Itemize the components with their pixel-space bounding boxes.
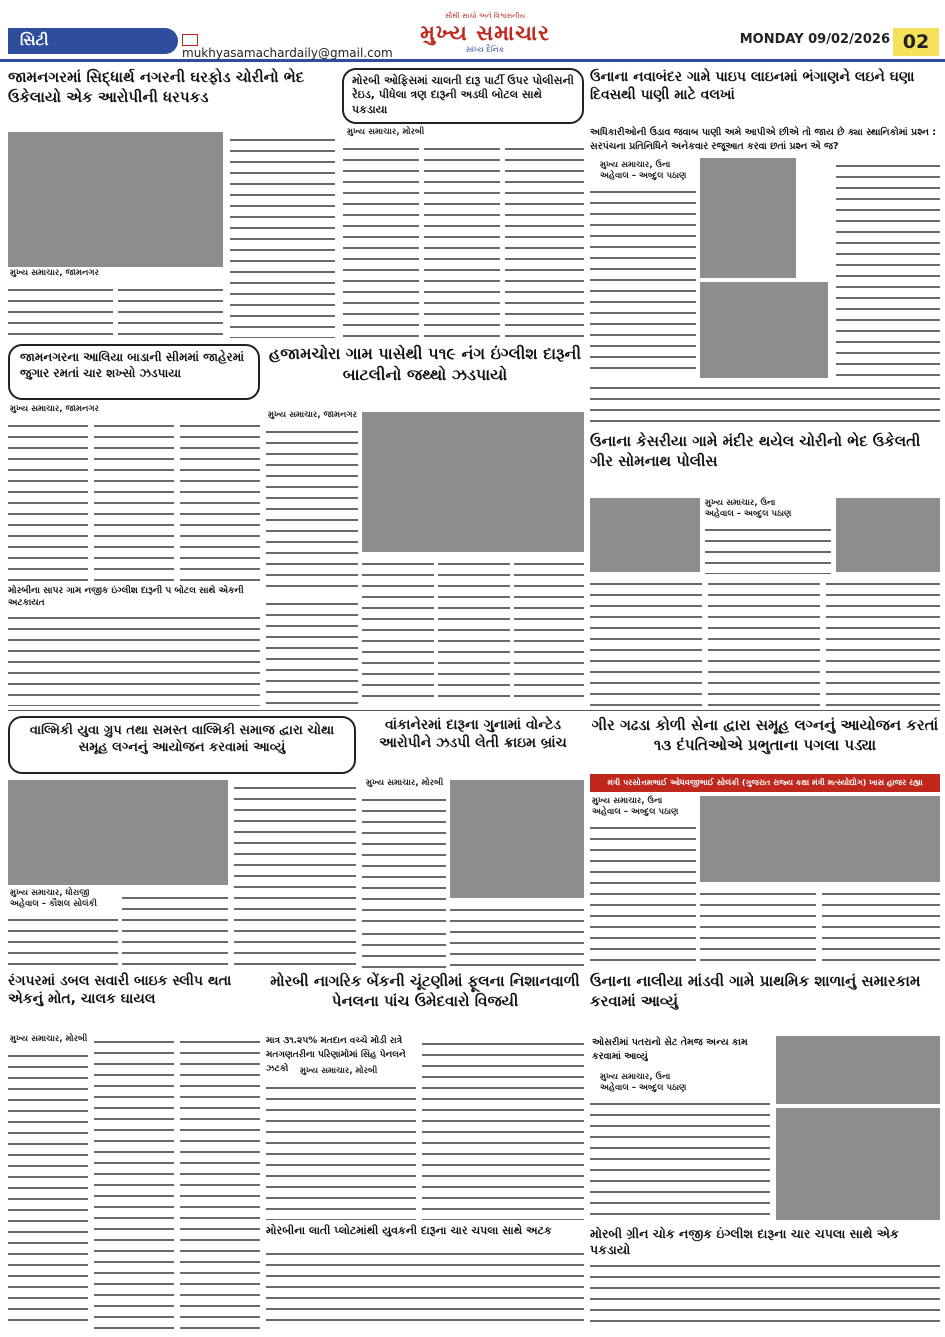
photo-a1 (8, 132, 223, 267)
headline-a14: મોરબીના લાતી પ્લોટમાંથી યુવકની દારૂના ચાર ચપલા સાથે અટક (266, 1224, 552, 1237)
headline-a11: રંગપરમાં ડબલ સવારી બાઇક સ્લીપ થતા એકનું મોત, ચાલક ઘાયલ (8, 973, 232, 1008)
page-number: 02 (893, 28, 939, 56)
body-a6 (8, 610, 260, 706)
headline-a7: ઉનાના કેસરીયા ગામે મંદીર થયેલ ચોરીનો ભેદ ઉકેલતી ગીર સોમનાથ પોલીસ (590, 432, 921, 470)
byline-a2: મુખ્ય સમાચાર, મોરબી (347, 127, 425, 137)
subline-a8: અહેવાલ – કૌશલ સોલંકી (10, 899, 97, 909)
headline-a3: ઉનાના નવાબંદર ગામે પાઇપ લાઇનમાં ભંગાણને લઇને ઘણા દિવસથી પાણી માટે વલખાં (590, 69, 915, 104)
section-tag: સિટી (8, 28, 178, 54)
body-a8-col3 (234, 780, 356, 968)
photo-a8 (8, 780, 228, 885)
body-a2-col1 (343, 141, 419, 338)
subline-a7: અહેવાલ – અબ્દુલ પઠાણ (705, 509, 792, 519)
body-a13-col1 (590, 1096, 770, 1224)
byline-a9: મુખ્ય સમાચાર, મોરબી (366, 778, 444, 788)
headline-a12: મોરબી નાગરિક બેંકની ચૂંટણીમાં ફૂલના નિશાનવાળી પેનલના પાંચ ઉમેદવારો વિજયી (270, 972, 580, 1010)
body-a10-col1 (590, 820, 696, 968)
body-a7-col3 (826, 576, 940, 706)
divider (8, 710, 940, 711)
body-a8-col1 (8, 912, 118, 968)
logo-tagline: સૌથી સાચો અને વિશ્વસનીય (444, 12, 526, 20)
photo-a7-1 (590, 498, 700, 572)
lead-a13: ઓસરીમાં પતરાનો સેટ તેમજ અન્ય કામ કરવામાં આવ્યું (592, 1037, 748, 1062)
body-a7-col2 (708, 576, 820, 706)
body-a5-col3 (438, 556, 510, 706)
body-a1-col2 (118, 282, 223, 338)
highlight-strip-a10: મંત્રી પરસોત્તમભાઈ ઓધવજીભાઈ સોલંકી (ગુજરાત રાજ્ય કક્ષા મંત્રી મત્સ્યોદ્યોગ) ખાસ હાજર રહ્યા (590, 774, 940, 792)
body-a9-col3 (450, 902, 584, 968)
headline-a10: ગીર ગઢડા કોળી સેના દ્વારા સમૂહ લગ્નનું આયોજન કરતાં ૧૩ દંપતિઓએ પ્રભુતાના પગલા પડ્યા (591, 716, 939, 754)
body-a11-col2 (94, 1034, 174, 1330)
body-a8-col2 (122, 890, 228, 968)
photo-a5 (362, 412, 584, 552)
headline-a9: વાંકાનેરમાં દારૂના ગુનામાં વોન્ટેડ આરોપીને ઝડપી લેતી ક્રાઇમ બ્રાંચ (379, 717, 567, 752)
headline-a4: જામનગરના આલિયા બાડાની સીમમાં જાહેરમાં જુગાર રમતાં ચાર શખ્સો ઝડપાયા (8, 344, 260, 400)
body-a11-col3 (180, 1034, 260, 1330)
lead-a12: માત્ર ૩૧.૨૫% મતદાન વચ્ચે મોડી રાત્રે મતગણતરીના પરિણામોમાં સિંહ પેનલને ઝટકો (266, 1036, 406, 1074)
body-a5-col1 (266, 424, 358, 592)
headline-a13: ઉનાના નાલીયા માંડવી ગામે પ્રાથમિક શાળાનું સમારકામ કરવામાં આવ્યું (590, 972, 921, 1010)
byline-a3: મુખ્ય સમાચાર, ઉના (600, 160, 671, 170)
body-a11-col1 (8, 1048, 88, 1330)
subline-a13: અહેવાલ – અબ્દુલ પઠાણ (600, 1083, 687, 1093)
body-a2-col2 (424, 141, 500, 338)
body-a3-col1 (590, 184, 696, 374)
headline-a8: વાલ્મિકી યુવા ગ્રુપ તથા સમસ્ત વાલ્મિકી સમાજ દ્વારા ચોથા સમૂહ લગ્નનું આયોજન કરવામાં આવ્યું (8, 716, 356, 774)
body-a14 (266, 1246, 584, 1330)
body-a10-col2 (700, 886, 816, 968)
body-a5-col5 (266, 596, 358, 706)
mail-icon (182, 34, 198, 46)
byline-a8: મુખ્ય સમાચાર, ધોરાજી (10, 888, 90, 898)
photo-a9 (450, 780, 584, 898)
body-a10-col3 (822, 886, 940, 968)
body-a3-bottom (590, 380, 940, 426)
issue-date: MONDAY 09/02/2026 (739, 32, 890, 47)
body-a2-col3 (505, 141, 584, 338)
logo-title: મુખ્ય સમાચાર (420, 21, 550, 45)
headline-a2: મોરબી ઓફિસમાં ચાલતી દારૂ પાર્ટી ઉપર પોલીસની રેઇડ, પીધેલા ત્રણ દારૂની અડધી બોટલ સાથે પકડાયા (342, 68, 584, 124)
body-a9-col2 (362, 926, 446, 968)
subline-a10: અહેવાલ – અબ્દુલ પઠાણ (592, 807, 679, 817)
body-a7-top (705, 522, 831, 574)
headline-a5: હજામચોરા ગામ પાસેથી ૫૧૯ નંગ ઇંગ્લીશ દારૂની બાટલીનો જથ્થો ઝડપાયો (268, 344, 582, 384)
logo (410, 12, 560, 56)
subline-a3: અહેવાલ – અબ્દુલ પઠાણ (600, 171, 687, 181)
byline-a11: મુખ્ય સમાચાર, મોરબી (10, 1034, 88, 1044)
body-a3-col3 (836, 158, 940, 378)
photo-a3-2 (700, 282, 828, 378)
byline-a1: મુખ્ય સમાચાર, જામનગર (10, 268, 99, 278)
body-a12-col2 (422, 1036, 584, 1220)
question-a3: અધિકારીઓની ઉડાવ જવાબ પાણી અમે આપીએ છીએ તો જાય છે ક્યા સ્થાનિકોમાં પ્રશ્ન : સરપંચના પ્રતિનિધિને અનેકવાર રજૂઆત કરવા છતાં પ્રશ્ન એ જ? (590, 127, 937, 152)
body-a5-col2 (362, 556, 434, 706)
byline-a4: મુખ્ય સમાચાર, જામનગર (10, 404, 99, 414)
body-a9-col1 (362, 792, 446, 922)
body-a4-col1 (8, 418, 88, 582)
byline-a10: મુખ્ય સમાચાર, ઉના (592, 796, 663, 806)
headline-a1: જામનગરમાં સિદ્ધાર્થ નગરની ઘરફોડ ચોરીનો ભેદ ઉકેલાયો એક આરોપીની ધરપકડ (8, 68, 305, 106)
body-a7-col1 (590, 576, 702, 706)
headline-a6: મોરબીના સાપર ગામ નજીક ઇંગ્લીશ દારૂની ૫ બોટલ સાથે એકની અટકાયત (8, 586, 244, 608)
body-a12-col1 (266, 1080, 416, 1220)
body-a1-col1 (8, 282, 113, 338)
byline-a12: મુખ્ય સમાચાર, મોરબી (300, 1066, 378, 1076)
body-a4-col3 (180, 418, 260, 582)
photo-a13-2 (776, 1108, 940, 1220)
email-text: mukhyasamachardaily@gmail.com (182, 46, 393, 60)
logo-subtitle: સાંધ્ય દૈનિક (465, 45, 505, 54)
body-a4-col2 (94, 418, 174, 582)
photo-a3-1 (700, 158, 796, 278)
byline-a13: મુખ્ય સમાચાર, ઉના (600, 1072, 671, 1082)
headline-a15: મોરબી ગ્રીન ચોક નજીક ઇંગ્લીશ દારૂના ચાર ચપલા સાથે એક પકડાયો (590, 1226, 899, 1258)
body-a1-col3 (230, 132, 335, 338)
photo-a7-2 (836, 498, 940, 572)
body-a5-col4 (514, 556, 584, 706)
photo-a13-1 (776, 1036, 940, 1104)
byline-a5: મુખ્ય સમાચાર, જામનગર (268, 410, 357, 420)
byline-a7: મુખ્ય સમાચાર, ઉના (705, 498, 776, 508)
photo-a10 (700, 796, 940, 882)
body-a15 (590, 1258, 940, 1330)
email-link[interactable] (182, 32, 412, 60)
